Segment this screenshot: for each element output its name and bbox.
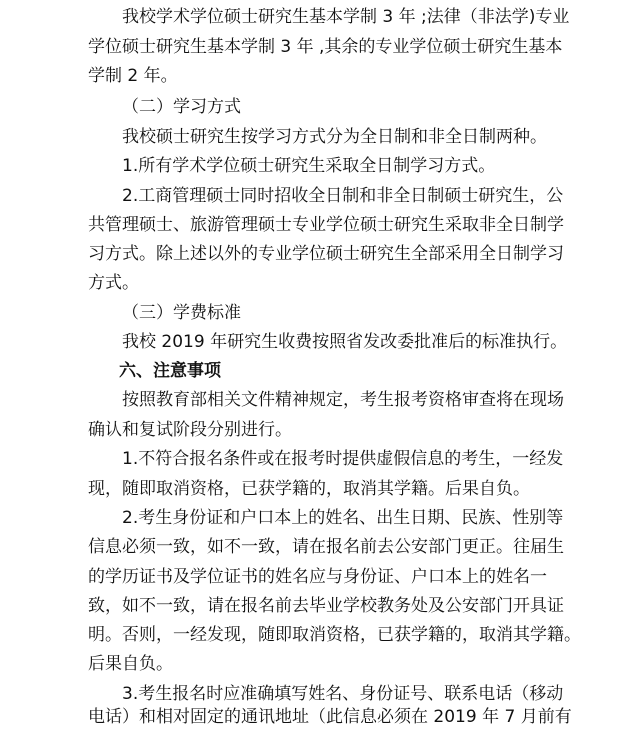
paragraph-line: 3.考生报名时应准确填写姓名、身份证号、联系电话（移动 [122, 684, 564, 704]
paragraph-line: 我校硕士研究生按学习方式分为全日制和非全日制两种。 [122, 127, 547, 147]
paragraph-line: 确认和复试阶段分别进行。 [88, 420, 292, 440]
paragraph-line: 现，随即取消资格，已获学籍的，取消其学籍。后果自负。 [88, 479, 530, 499]
paragraph-line: 致，如不一致，请在报名前去毕业学校教务处及公安部门开具证 [88, 596, 564, 616]
paragraph-line: 我校学术学位硕士研究生基本学制 3 年 ;法律（非法学)专业 [122, 7, 570, 27]
section-title: 六、注意事项 [119, 361, 221, 381]
paragraph-line: 习方式。除上述以外的专业学位硕士研究生全部采用全日制学习 [88, 244, 564, 264]
section-heading: （二）学习方式 [122, 97, 241, 117]
paragraph-line: 学制 2 年。 [88, 66, 178, 86]
paragraph-line: 2.工商管理硕士同时招收全日制和非全日制硕士研究生，公 [122, 186, 564, 206]
paragraph-line: 按照教育部相关文件精神规定，考生报考资格审查将在现场 [122, 390, 564, 410]
paragraph-line: 明。否则，一经发现，随即取消资格，已获学籍的，取消其学籍。 [88, 625, 581, 645]
paragraph-line: 1.所有学术学位硕士研究生采取全日制学习方式。 [122, 156, 496, 176]
paragraph-line: 共管理硕士、旅游管理硕士专业学位硕士研究生采取非全日制学 [88, 215, 564, 235]
paragraph-line: 后果自负。 [88, 654, 173, 674]
paragraph-line: 方式。 [88, 273, 139, 293]
paragraph-line: 2.考生身份证和户口本上的姓名、出生日期、民族、性别等 [122, 508, 564, 528]
paragraph-line: 信息必须一致，如不一致，请在报名前去公安部门更正。往届生 [88, 537, 564, 557]
paragraph-line: 我校 2019 年研究生收费按照省发改委批准后的标准执行。 [122, 332, 568, 352]
section-heading: （三）学费标准 [122, 303, 241, 323]
paragraph-line: 学位硕士研究生基本学制 3 年 ,其余的专业学位硕士研究生基本 [88, 37, 563, 57]
paragraph-line: 的学历证书及学位证书的姓名应与身份证、户口本上的姓名一 [88, 567, 547, 587]
paragraph-line: 电话）和相对固定的通讯地址（此信息必须在 2019 年 7 月前有 [88, 707, 572, 727]
paragraph-line: 1.不符合报名条件或在报考时提供虚假信息的考生，一经发 [122, 449, 564, 469]
